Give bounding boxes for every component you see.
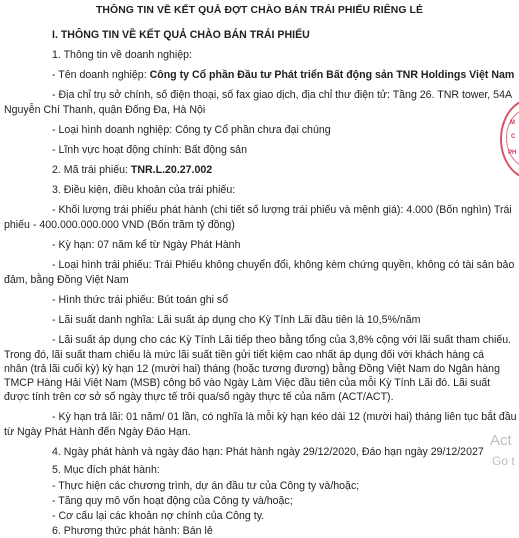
- company-type: - Loại hình doanh nghiệp: Công ty Cổ phần chưa đại chúng: [52, 124, 331, 136]
- rate-line-4: TMCP Hàng Hải Việt Nam (MSB) công bố vào Ngày Làm Việc đầu tiên của mỗi Kỳ Tính Lãi đó. Lãi suất: [4, 377, 491, 389]
- purpose-item-2: - Tăng quy mô vốn hoạt động của Công ty và/hoặc;: [52, 495, 293, 507]
- rate-line-3: nhân (trả lãi cuối kỳ) kỳ hạn 12 (mười hai) tháng (hoặc tương đương) bằng Đồng Việt Nam do Ngân hàng: [4, 363, 500, 375]
- stamp-letter-1: M: [510, 120, 515, 126]
- address-line-1: - Địa chỉ trụ sở chính, số điện thoại, số fax giao dịch, địa chỉ thư điện tử: Tầng 26. TNR tower, 54A: [52, 89, 513, 101]
- rate-line-5: được tính trên cơ sở số ngày thực tế trôi qua/số ngày thực tế của năm (ACT/ACT).: [4, 391, 394, 403]
- volume-line-2: phiếu - 400.000.000.000 VND (Bốn trăm tỷ đồng): [4, 219, 235, 231]
- address-line-2: Nguyễn Chí Thanh, quận Đống Đa, Hà Nội: [4, 104, 206, 116]
- bond-type-line-2: đảm, bằng Đồng Việt Nam: [4, 274, 129, 286]
- document-title: THÔNG TIN VỀ KẾT QUẢ ĐỢT CHÀO BÁN TRÁI PHIẾU RIÊNG LẺ: [95, 5, 424, 16]
- issuance-method: 6. Phương thức phát hành: Bán lẻ: [52, 525, 213, 537]
- company-info-heading: 1. Thông tin về doanh nghiệp:: [52, 49, 192, 61]
- purpose-heading: 5. Mục đích phát hành:: [52, 464, 160, 476]
- section-heading: I. THÔNG TIN VỀ KẾT QUẢ CHÀO BÁN TRÁI PHIẾU: [52, 29, 310, 41]
- rate-line-1: - Lãi suất áp dụng cho các Kỳ Tính Lãi tiếp theo bằng tổng của 3,8% cộng với lãi suất tham chiếu.: [52, 334, 512, 346]
- company-name: Công ty Cổ phần Đầu tư Phát triển Bất động sản TNR Holdings Việt Nam: [149, 69, 515, 81]
- company-name-label: - Tên doanh nghiệp:: [52, 69, 150, 81]
- rate-line-2: Trong đó, lãi suất tham chiếu là mức lãi suất tiền gửi tiết kiệm cao nhất áp dụng đối với khách hàng cá: [4, 349, 485, 361]
- activation-watermark-line-2: Go t: [492, 454, 515, 468]
- bond-code-label: 2. Mã trái phiếu:: [52, 164, 131, 176]
- nominal-rate: - Lãi suất danh nghĩa: Lãi suất áp dụng cho Kỳ Tính Lãi đầu tiên là 10,5%/năm: [52, 314, 421, 326]
- bond-term: - Kỳ hạn: 07 năm kể từ Ngày Phát Hành: [52, 239, 241, 251]
- stamp-letter-3: PH: [508, 150, 517, 156]
- interest-term-line-2: từ Ngày Phát Hành đến Ngày Đáo Hạn.: [4, 426, 191, 438]
- stamp-letter-2: C: [511, 134, 516, 140]
- business-field: - Lĩnh vực hoạt động chính: Bất động sản: [52, 144, 247, 156]
- issue-maturity-dates: 4. Ngày phát hành và ngày đáo hạn: Phát hành ngày 29/12/2020, Đáo hạn ngày 29/12/2027: [52, 446, 484, 458]
- volume-line-1: - Khối lượng trái phiếu phát hành (chi tiết số lượng trái phiếu và mệnh giá): 4.000 (Bốn nghìn) Trái: [52, 204, 512, 216]
- purpose-item-1: - Thực hiện các chương trình, dự án đầu tư của Công ty và/hoặc;: [52, 480, 360, 492]
- bond-code: TNR.L.20.27.002: [130, 164, 213, 176]
- activation-watermark-line-1: Act: [490, 432, 512, 449]
- bond-type-line-1: - Loại hình trái phiếu: Trái Phiếu không chuyển đổi, không kèm chứng quyền, không có tài sản bảo: [52, 259, 515, 271]
- interest-term-line-1: - Kỳ hạn trả lãi: 01 năm/ 01 lần, có nghĩa là mỗi kỳ hạn kéo dài 12 (mười hai) tháng liên tục bắt đầu: [52, 411, 517, 423]
- terms-heading: 3. Điều kiện, điều khoản của trái phiếu:: [52, 184, 236, 196]
- bond-form: - Hình thức trái phiếu: Bút toán ghi sổ: [52, 294, 229, 306]
- bond-code-line: [52, 163, 212, 177]
- company-name-line: [52, 68, 514, 82]
- purpose-item-3: - Cơ cấu lại các khoản nợ chính của Công ty.: [52, 510, 265, 522]
